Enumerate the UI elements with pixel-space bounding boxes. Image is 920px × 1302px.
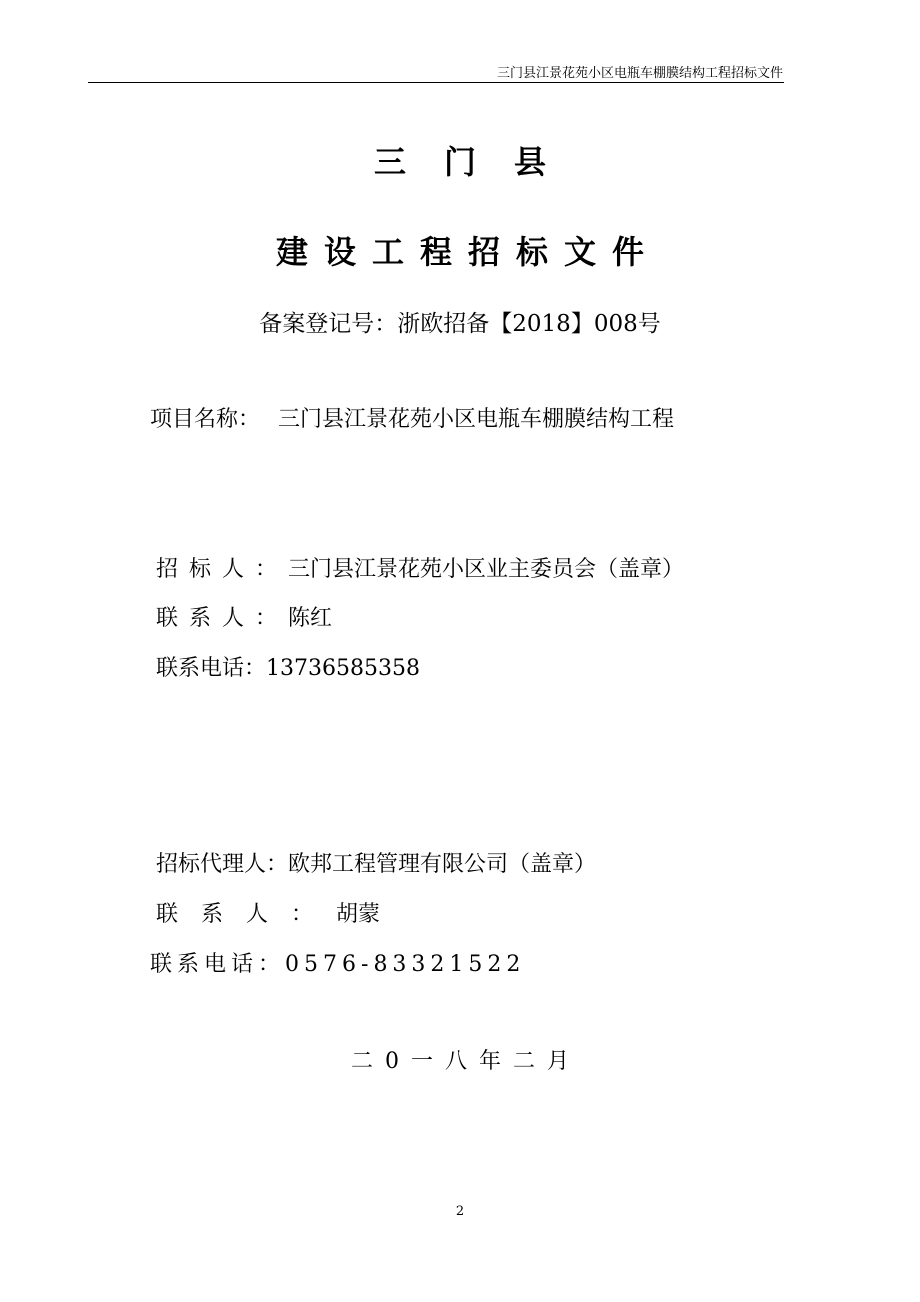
tenderer-phone: 13736585358: [266, 656, 420, 681]
project-name-line: [150, 404, 674, 436]
agent-line: [156, 849, 596, 881]
county-title: 三门县: [373, 143, 584, 181]
tenderer-phone-label: 联系电话：: [156, 656, 267, 681]
agent-contact-line: [156, 899, 380, 931]
record-number: 备案登记号：浙欧招备【2018】008号: [259, 311, 661, 337]
tenderer-name: 三门县江景花苑小区业主委员会（盖章）: [288, 557, 685, 582]
project-label: 项目名称：: [150, 407, 261, 432]
project-name: 三门县江景花苑小区电瓶车棚膜结构工程: [278, 407, 675, 432]
agent-contact-label: 联系人：: [156, 902, 337, 927]
tenderer-contact-label: 联系人：: [156, 606, 289, 631]
agent-phone-label: 联系电话：: [150, 952, 286, 977]
tenderer-label: 招标人：: [156, 557, 289, 582]
tenderer-phone-line: [156, 653, 420, 685]
tenderer-contact-line: [156, 603, 332, 635]
tenderer-contact: 陈红: [288, 606, 333, 631]
agent-contact: 胡蒙: [336, 902, 381, 927]
header-title: 三门县江景花苑小区电瓶车棚膜结构工程招标文件: [496, 66, 783, 81]
agent-name: 欧邦工程管理有限公司（盖章）: [288, 852, 597, 877]
agent-phone: 0576-83321522: [285, 952, 526, 977]
header-rule: [88, 82, 784, 83]
tenderer-line: [156, 554, 684, 586]
agent-label: 招标代理人：: [156, 852, 289, 877]
agent-phone-line: [150, 949, 525, 981]
issue-date: 二0一八年二月: [351, 1049, 581, 1074]
page-number: 2: [455, 1204, 465, 1219]
document-title: 建设工程招标文件: [275, 233, 660, 271]
